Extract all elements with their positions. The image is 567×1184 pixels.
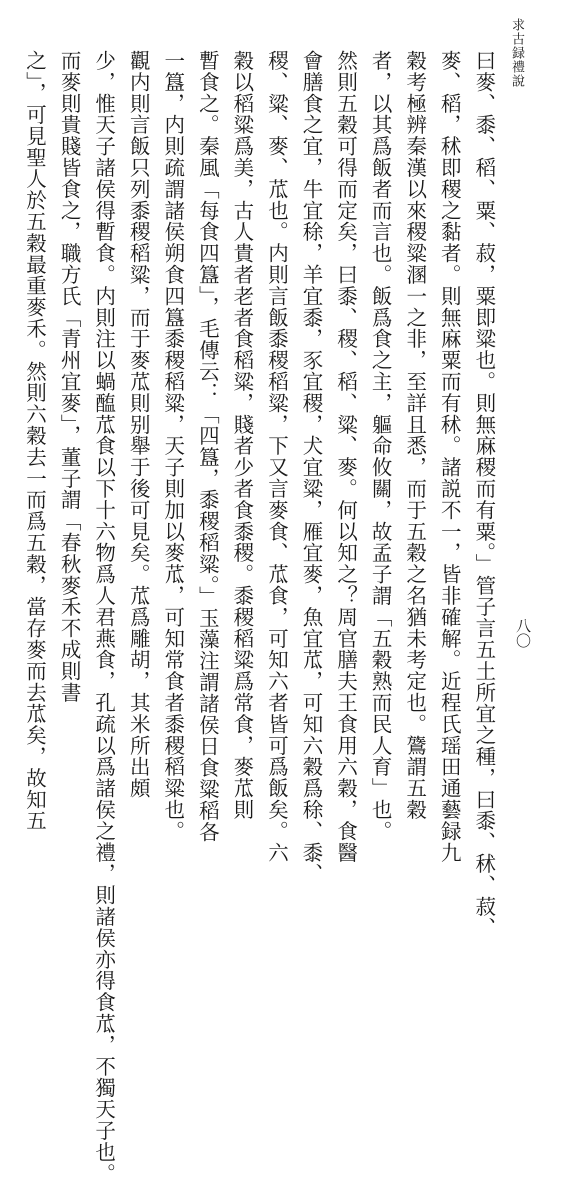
text-column: 麥、稻，秫即稷之黏者。則無麻粟而有秫。諸説不一，皆非確解。近程氏瑶田通藝録九 bbox=[437, 50, 462, 864]
text-column: 暫食之。秦風「每食四簋」，毛傳云：「四簋，黍稷稻粱。」玉藻注謂諸侯日食粱稻各 bbox=[195, 50, 220, 843]
running-head: 求古録禮說 bbox=[509, 18, 524, 88]
text-column: 一簋，内則疏謂諸侯朔食四簋黍稷稻粱，天子則加以麥苽，可知常食者黍稷稻粱也。 bbox=[160, 50, 185, 842]
text-columns bbox=[22, 50, 496, 1184]
text-column: 穀考極辨秦漢以來稷粱溷一之非，至詳且悉，而于五穀之名猶未考定也。鷟謂五穀 bbox=[402, 50, 427, 821]
text-column: 穀以稻粱爲美，古人貴者老者食稻粱，賤者少者食黍稷。黍稷稻粱爲常食，麥苽則 bbox=[229, 50, 254, 821]
text-column: 而麥則貴賤皆食之，職方氏「青州宜麥」，董子謂「春秋麥禾不成則書 bbox=[57, 50, 82, 704]
text-column: 少，惟天子諸侯得暫食。内則注以蝸醢苽食以下十六物爲人君燕食，孔疏以爲諸侯之禮，則諸侯亦得食苽，不獨天子也。 bbox=[91, 50, 116, 1184]
text-column: 稷、粱、麥、苽也。内則言飯黍稷稻粱，下又言麥食、苽食，可知六者皆可爲飯矣。六 bbox=[264, 50, 289, 864]
text-column: 然則五穀可得而定矣，曰黍、稷、稻、粱、麥。何以知之？周官膳夫王食用六穀，食醫 bbox=[333, 50, 358, 864]
text-column: 曰麥、黍、稻、粟、菽，粟即粱也。則無麻稷而有粟。」管子言五土所宜之種，曰黍、秫、菽、 bbox=[471, 50, 496, 939]
page-number: 八〇 bbox=[514, 618, 532, 648]
text-column: 觀内則言飯只列黍稷稻粱，而于麥苽則别舉于後可見矣。苽爲雕胡，其米所出頗 bbox=[126, 50, 151, 799]
text-column: 之」，可見聖人於五穀最重麥禾。然則六穀去一而爲五穀，當存麥而去苽矣，故知五 bbox=[22, 50, 47, 832]
text-column: 者，以其爲飯者而言也。飯爲食之主，軀命攸關，故孟子謂「五穀熟而民人育」也。 bbox=[368, 50, 393, 842]
text-column: 會膳食之宜，牛宜稌，羊宜黍，豕宜稷，犬宜粱，雁宜麥，魚宜苽，可知六穀爲稌、黍、 bbox=[299, 50, 323, 885]
